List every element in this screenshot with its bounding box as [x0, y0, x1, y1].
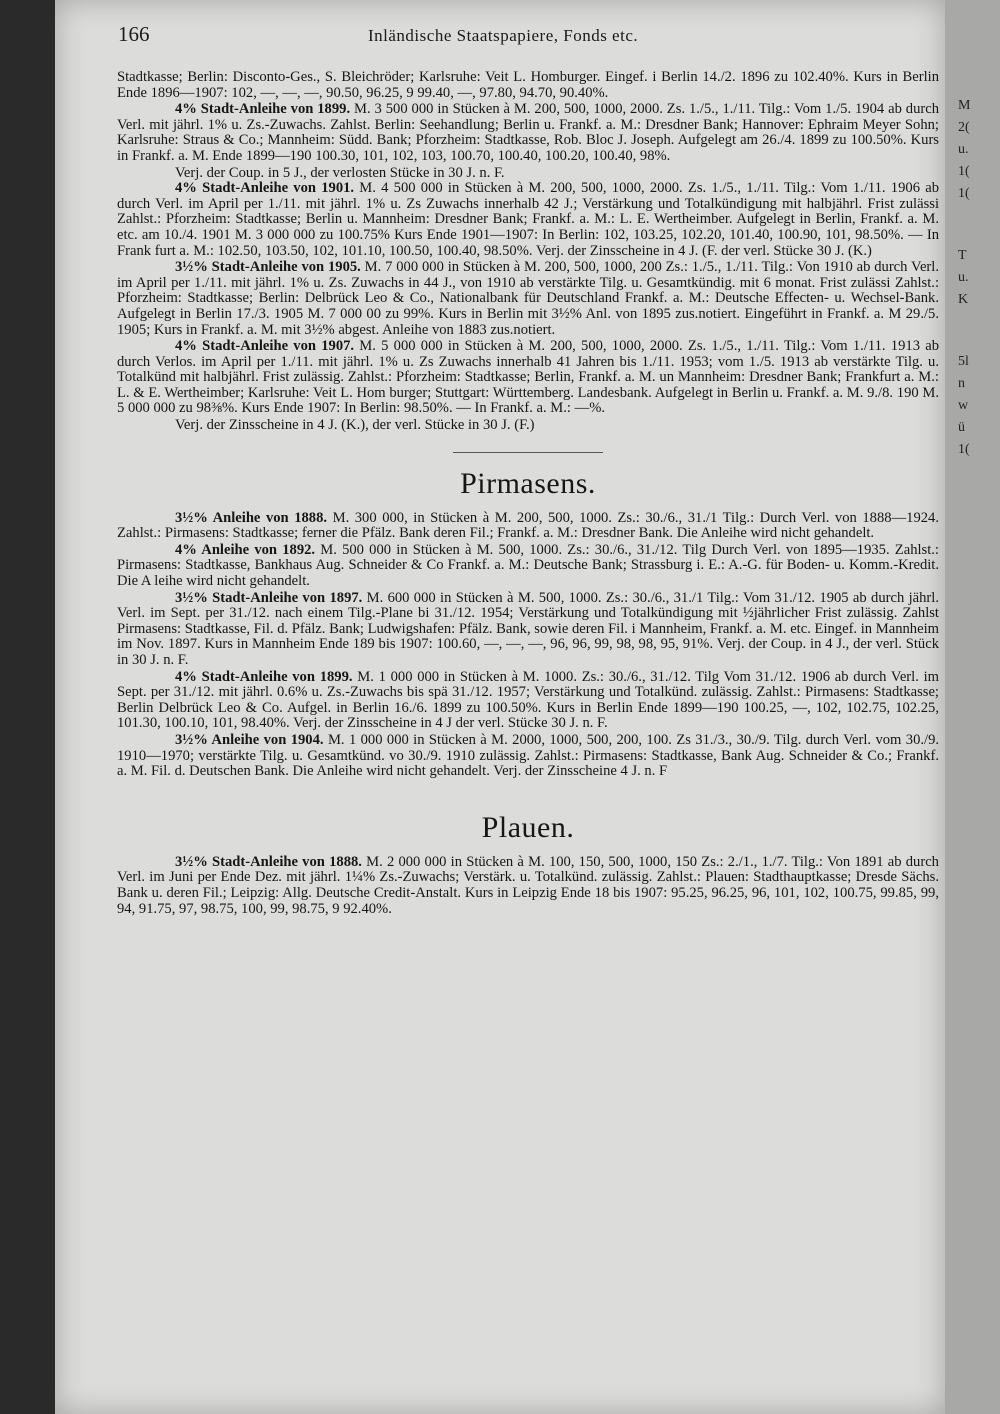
margin-fragment: u.	[958, 270, 969, 285]
city-heading: Plauen.	[481, 810, 575, 844]
running-head: Inländische Staatspapiere, Fonds etc.	[368, 26, 639, 45]
margin-fragment: T	[958, 248, 967, 263]
margin-fragment: u.	[958, 142, 969, 157]
page-body	[117, 70, 939, 918]
page-number: 166	[118, 22, 150, 46]
loan-title: 4% Stadt-Anleihe von 1899.	[175, 101, 351, 118]
loan-title: 3½% Stadt-Anleihe von 1888.	[175, 853, 362, 870]
loan-entry	[117, 181, 939, 259]
loan-entry	[117, 591, 939, 669]
loan-details: M. 4 500 000 in Stücken à M. 200, 500, 1000, 2000. Zs. 1./5., 1./11. Tilg.: Vom 1./11. 1906 ab durch Verl. im April per 1./11. mit jährl. 1% u. Zs Zuwachs innerhalb 42 J.; Verstärkung und Totalkündigung mit halbjährl. Frist zulässi Zahlst.: Pforzheim: Stadtkasse; Berlin u. Mannheim: Dresdner Bank; Frankf. a. M.: L. E. Wertheimber. Aufgelegt in Berlin, Frankf. a. M. etc. am 10./4. 1901 M. 3 000 000 zu 100.75% Kurs Ende 1901—1907: In Berlin: 102, 103.25, 102.20, 101.40, 100.90, 101, 98.50%. — In Frank furt a. M.: 102.50, 103.50, 102, 101.10, 100.50, 100.40, 98.50%. Verj. der Zinsscheine in 4 J. (F. der verl. Stücke 30 J. (K.)	[117, 180, 939, 259]
loan-entry	[117, 511, 939, 542]
margin-fragment: 1(	[958, 164, 970, 179]
margin-fragment: M	[958, 98, 971, 113]
margin-fragment: w	[958, 398, 969, 413]
city-heading: Pirmasens.	[460, 466, 596, 500]
margin-fragment: K	[958, 292, 969, 307]
loan-details: Stadtkasse; Berlin: Disconto-Ges., S. Bleichröder; Karlsruhe: Veit L. Homburger. Eingef. i Berlin 14./2. 1896 zu 102.40%. Kurs in Berlin Ende 1896—1907: 102, —, —, —, 90.50, 96.25, 9 99.40, —, 97.80, 94.70, 90.40%.	[117, 69, 939, 101]
margin-fragment: 2(	[958, 120, 970, 135]
loan-title: 4% Stadt-Anleihe von 1907.	[175, 338, 355, 355]
expiry-note: Verj. der Zinsscheine in 4 J. (K.), der verl. Stücke in 30 J. (F.)	[175, 417, 535, 434]
adjacent-page-fragments	[958, 95, 988, 461]
loan-entry	[117, 543, 939, 590]
loan-entry	[117, 260, 939, 338]
loan-title: 4% Anleihe von 1892.	[175, 541, 316, 558]
expiry-note: Verj. der Coup. in 5 J., der verlosten Stücke in 30 J. n. F.	[175, 164, 505, 181]
loan-title: 3½% Anleihe von 1904.	[175, 731, 324, 748]
loan-details: M. 5 000 000 in Stücken à M. 200, 500, 1000, 2000. Zs. 1./5., 1./11. Tilg.: Vom 1./11. 1913 ab durch Verlos. im April per 1./11. mit jährl. 1% u. Zs Zuwachs innerhalb 41 Jahren bis 1./11. 1953; vom 1./5. 1913 ab verstärkte Tilg. u. Totalkünd mit halbjährl. Frist zulässig. Zahlst.: Pforzheim: Stadtkasse; Berlin, Frankf. a. M. un Mannheim: Dresdner Bank; Frankfurt a. M.: L. & E. Wertheimber; Karlsruhe: Veit L. Hom burger; Stuttgart: Württemberg. Landesbank. Aufgelegt in Berlin u. Frankf. a. M. 9./8. 190 M. 5 000 000 zu 98⅜%. Kurs Ende 1907: In Berlin: 98.50%. — In Frankf. a. M.: —%.	[117, 338, 939, 417]
loan-details: M. 7 000 000 in Stücken à M. 200, 500, 1000, 200 Zs.: 1./5., 1./11. Tilg.: Von 1910 ab durch Verl. im April per 1./11. mit jährl. 1% u. Zs. Zuwachs in 44 J., von 1910 ab verstärkte Tilg. u. Gesamtkündig. mit 6 monat. Frist zulässi Zahlst.: Pforzheim: Stadtkasse; Berlin: Delbrück Leo & Co., Nationalbank für Deutschland Frankf. a. M.: Deutsche Effecten- u. Wechsel-Bank. Aufgelegt in Berlin 17./3. 1905 M. 7 000 00 zu 99%. Kurs in Berlin mit 3½% Anl. von 1895 zus.notiert. Eingeführt in Frankf. a. M 29./5. 1905; Kurs in Frankf. a. M. mit 3½% abgest. Anleihe von 1883 zus.notiert.	[117, 259, 939, 338]
margin-fragment: n	[958, 376, 965, 391]
loan-entry	[117, 733, 939, 780]
loan-details: M. 500 000 in Stücken à M. 500, 1000. Zs.: 30./6., 31./12. Tilg Durch Verl. von 1895—1935. Zahlst.: Pirmasens: Stadtkasse, Bankhaus Aug. Schneider & Co Frankf. a. M.: Deutsche Bank; Strassburg i. E.: A.-G. für Boden- u. Komm.-Kredit. Die A leihe wird nicht gehandelt.	[117, 541, 939, 590]
loan-details: M. 3 500 000 in Stücken à M. 200, 500, 1000, 2000. Zs. 1./5., 1./11. Tilg.: Vom 1./5. 1904 ab durch Verl. mit jährl. 1% u. Zs.-Zuwachs. Zahlst. Berlin: Seehandlung; Berlin u. Frankf. a. M.: Dresdner Bank; Hannover: Ephraim Meyer Sohn; Karlsruhe: Straus & Co.; Mannheim: Südd. Bank; Pforzheim: Stadtkasse, Rob. Bloc J. Joseph. Aufgelegt am 26./4. 1899 zu 100.50%. Kurs in Frankf. a. M. Ende 1899—190 100.30, 101, 102, 103, 100.70, 100.40, 100.20, 100.40, 98%.	[117, 101, 939, 164]
loan-title: 4% Stadt-Anleihe von 1901.	[175, 180, 355, 197]
loan-details: M. 1 000 000 in Stücken à M. 1000. Zs.: 30./6., 31./12. Tilg Vom 31./12. 1906 ab durch Verl. im Sept. per 31./12. mit jährl. 0.6% u. Zs.-Zuwachs bis spä 31./12. 1957; Verstärkung und Totalkünd. zulässig. Zahlst.: Pirmasens: Stadtkasse; Berlin Delbrück Leo & Co. Aufgel. in Berlin 16./6. 1899 zu 100.50%. Kurs in Berlin Ende 1899—190 100.25, —, 102, 102.75, 102.25, 101.30, 100.10, 101, 98.40%. Verj. der Zinsscheine in 4 J der verl. Stücke 30 J. n. F.	[117, 668, 939, 732]
margin-fragment: ü	[958, 420, 965, 435]
margin-fragment: 1(	[958, 186, 970, 201]
loan-details: M. 600 000 in Stücken à M. 500, 1000. Zs.: 30./6., 31./1 Tilg.: Vom 31./12. 1905 ab durch jährl. Verl. im Sept. per 31./12. nach einem Tilg.-Plane bi 31./12. 1954; Verstärkung und Totalkündigung mit ½jährlicher Frist zulässig. Zahlst Pirmasens: Stadtkasse, Fil. d. Pfälz. Bank; Ludwigshafen: Pfälz. Bank, sowie deren Fil. i Mannheim, Frankf. a. M. etc. Eingef. in Mannheim im Nov. 1897. Kurs in Mannheim Ende 189 bis 1907: 100.60, —, —, —, 96, 96, 99, 98, 98, 95, 91%. Verj. der Coup. in 4 J., der verl. Stück in 30 J. n. F.	[117, 589, 939, 668]
margin-fragment: 1(	[958, 442, 970, 457]
loan-entry	[117, 339, 939, 417]
loan-title: 4% Stadt-Anleihe von 1899.	[175, 668, 353, 685]
loan-details: M. 1 000 000 in Stücken à M. 2000, 1000, 500, 200, 100. Zs 31./3., 30./9. Tilg. durch Verl. vom 30./9. 1910—1970; verstärkte Tilg. u. Gesamtkünd. vo 30./9. 1910 zulässig. Zahlst.: Pirmasens: Stadtkasse, Bank Aug. Schneider & Co.; Frankf. a. M. Fil. d. Deutschen Bank. Die Anleihe wird nicht gehandelt. Verj. der Zinsscheine 4 J. n. F	[117, 731, 940, 780]
loan-title: 3½% Anleihe von 1888.	[175, 509, 328, 526]
section-gap	[117, 781, 939, 807]
loan-details: M. 300 000, in Stücken à M. 200, 500, 1000. Zs.: 30./6., 31./1 Tilg.: Durch Verl. von 1888—1924. Zahlst.: Pirmasens: Stadtkasse; ferner die Pfälz. Bank deren Fil.; Frankf. a. M.: Dresdner Bank. Die Anleihe wird nicht gehandelt.	[117, 509, 939, 542]
continued-paragraph	[117, 70, 939, 101]
loan-title: 3½% Stadt-Anleihe von 1905.	[175, 259, 361, 276]
loan-entry	[117, 855, 939, 917]
loan-entry	[117, 102, 939, 164]
section-divider	[453, 452, 603, 453]
loan-details: M. 2 000 000 in Stücken à M. 100, 150, 500, 1000, 150 Zs.: 2./1., 1./7. Tilg.: Von 1891 ab durch Verl. im Juni per Ende Dez. mit jährl. 1¼% Zs.-Zuwachs; Verstärk. u. Totalkünd. zulässig. Zahlst.: Plauen: Stadthauptkasse; Dresde Sächs. Bank u. deren Fil.; Leipzig: Allg. Deutsche Credit-Anstalt. Kurs in Leipzig Ende 18 bis 1907: 95.25, 96.25, 96, 101, 102, 100.75, 99.85, 99, 94, 91.75, 97, 98.75, 100, 99, 98.75, 9 92.40%.	[117, 853, 939, 917]
loan-entry	[117, 670, 939, 732]
margin-fragment: 5l	[958, 354, 969, 369]
loan-title: 3½% Stadt-Anleihe von 1897.	[175, 589, 363, 606]
